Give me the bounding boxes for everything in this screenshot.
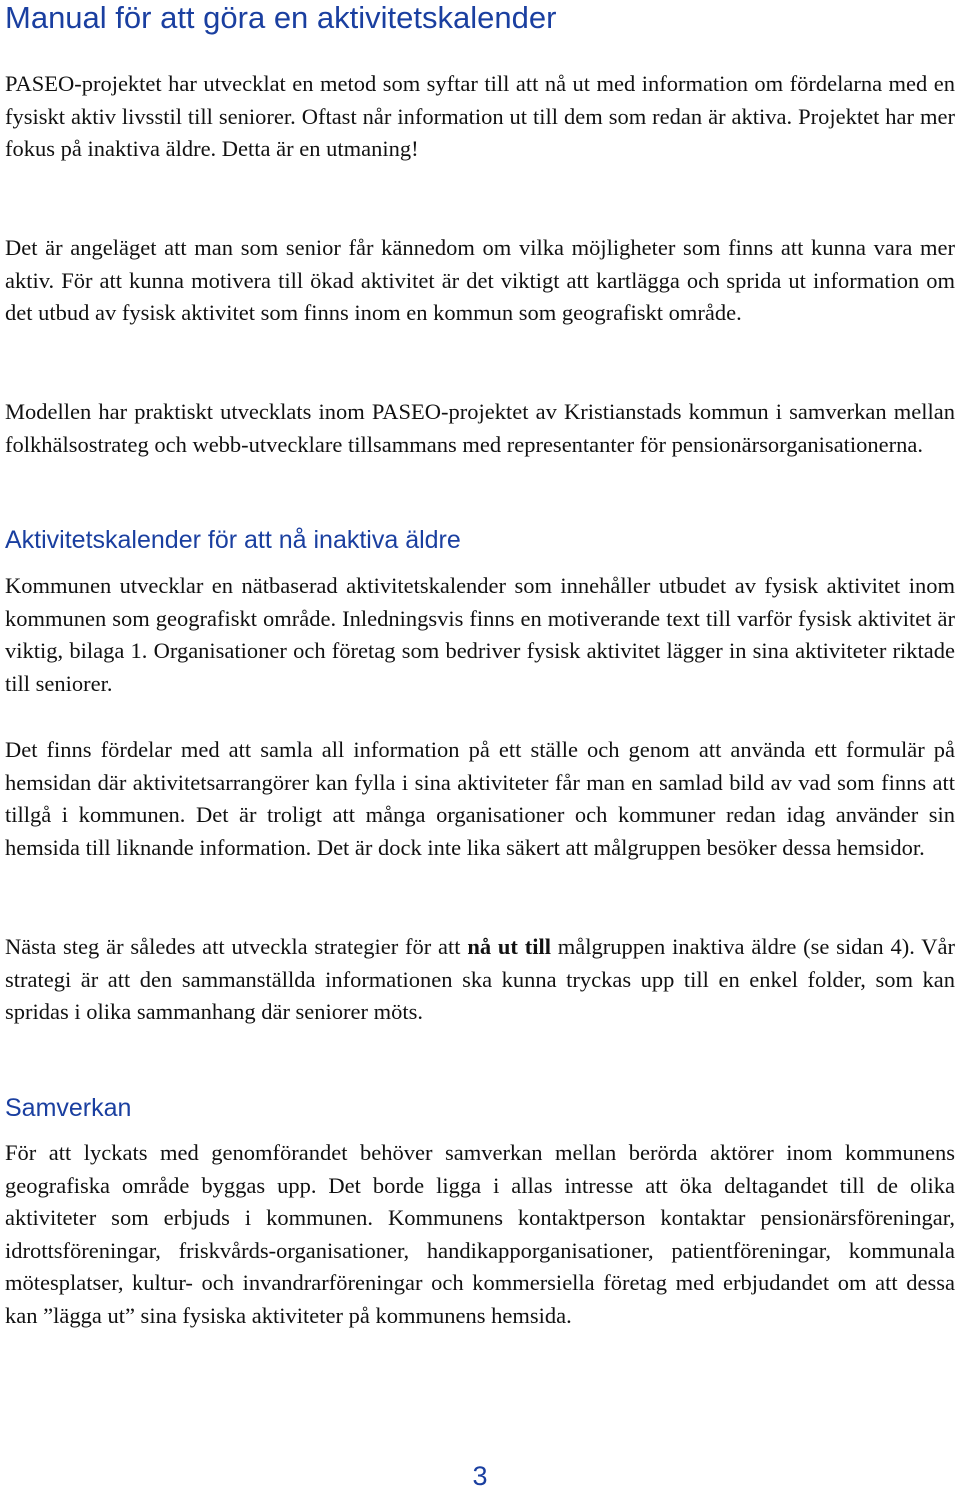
page-title: Manual för att göra en aktivitetskalender bbox=[5, 0, 557, 35]
paragraph-benefits: Det finns fördelar med att samla all information på ett ställe och genom att använda ett formulär på hemsidan där aktivitetsarrangörer kan fylla i sina aktiviteter får man en samlad bild av vad som finns att tillgå i kommunen. Det är troligt att många organisationer och kommuner redan idag använder sin hemsida till liknande information. Det är dock inte lika säkert att målgruppen besöker dessa hemsidor. bbox=[5, 737, 955, 860]
section-heading-activity-calendar: Aktivitetskalender för att nå inaktiva äldre bbox=[5, 526, 461, 554]
paragraph-next-step bbox=[5, 931, 955, 1029]
next-step-emphasis: nå ut till bbox=[467, 934, 551, 959]
paragraph-awareness: Det är angeläget att man som senior får kännedom om vilka möjligheter som finns att kunna vara mer aktiv. För att kunna motivera till ökad aktivitet är det viktigt att kartlägga och sprida ut information om det utbud av fysisk aktivitet som finns inom en kommun som geografiskt område. bbox=[5, 235, 955, 326]
next-step-text-start: Nästa steg är således att utveckla strategier för att bbox=[5, 934, 468, 959]
next-step-text-end: målgruppen inaktiva äldre (se sidan 4). Vår strategi är att den sammanställda informationen ska kunna tryckas upp till en enkel folder, som kan spridas i olika sammanhang där seniorer möts. bbox=[5, 934, 955, 1025]
paragraph-municipality: Kommunen utvecklar en nätbaserad aktivitetskalender som innehåller utbudet av fysisk aktivitet inom kommunen som geografiskt område. Inledningsvis finns en motiverande text till varför fysisk aktivitet är viktig, bilaga 1. Organisationer och företag som bedriver fysisk aktivitet lägger in sina aktiviteter riktade till seniorer. bbox=[5, 573, 955, 696]
paragraph-collaboration: För att lyckats med genomförandet behöver samverkan mellan berörda aktörer inom kommunens geografiska område byggas upp. Det borde ligga i allas intresse att öka deltagandet till de olika aktiviteter som erbjuds i kommunen. Kommunens kontaktperson kontaktar pensionärsföreningar, idrottsföreningar, friskvårds-organisationer, handikapporganisationer, patientföreningar, kommunala mötesplatser, kultur- och invandrarföreningar och kommersiella företag med erbjudandet om att dessa kan ”lägga ut” sina fysiska aktiviteter på kommunens hemsida. bbox=[5, 1140, 955, 1328]
intro-paragraph: PASEO-projektet har utvecklat en metod som syftar till att nå ut med information om fördelarna med en fysiskt aktiv livsstil till seniorer. Oftast når information ut till dem som redan är aktiva. Projektet har mer fokus på inaktiva äldre. Detta är en utmaning! bbox=[5, 71, 955, 162]
section-heading-collaboration: Samverkan bbox=[5, 1094, 132, 1122]
paragraph-model: Modellen har praktiskt utvecklats inom PASEO-projektet av Kristianstads kommun i samverkan mellan folkhälsostrateg och webb-utvecklare tillsammans med representanter för pensionärsorganisationerna. bbox=[5, 399, 955, 457]
page-number: 3 bbox=[472, 1461, 488, 1491]
